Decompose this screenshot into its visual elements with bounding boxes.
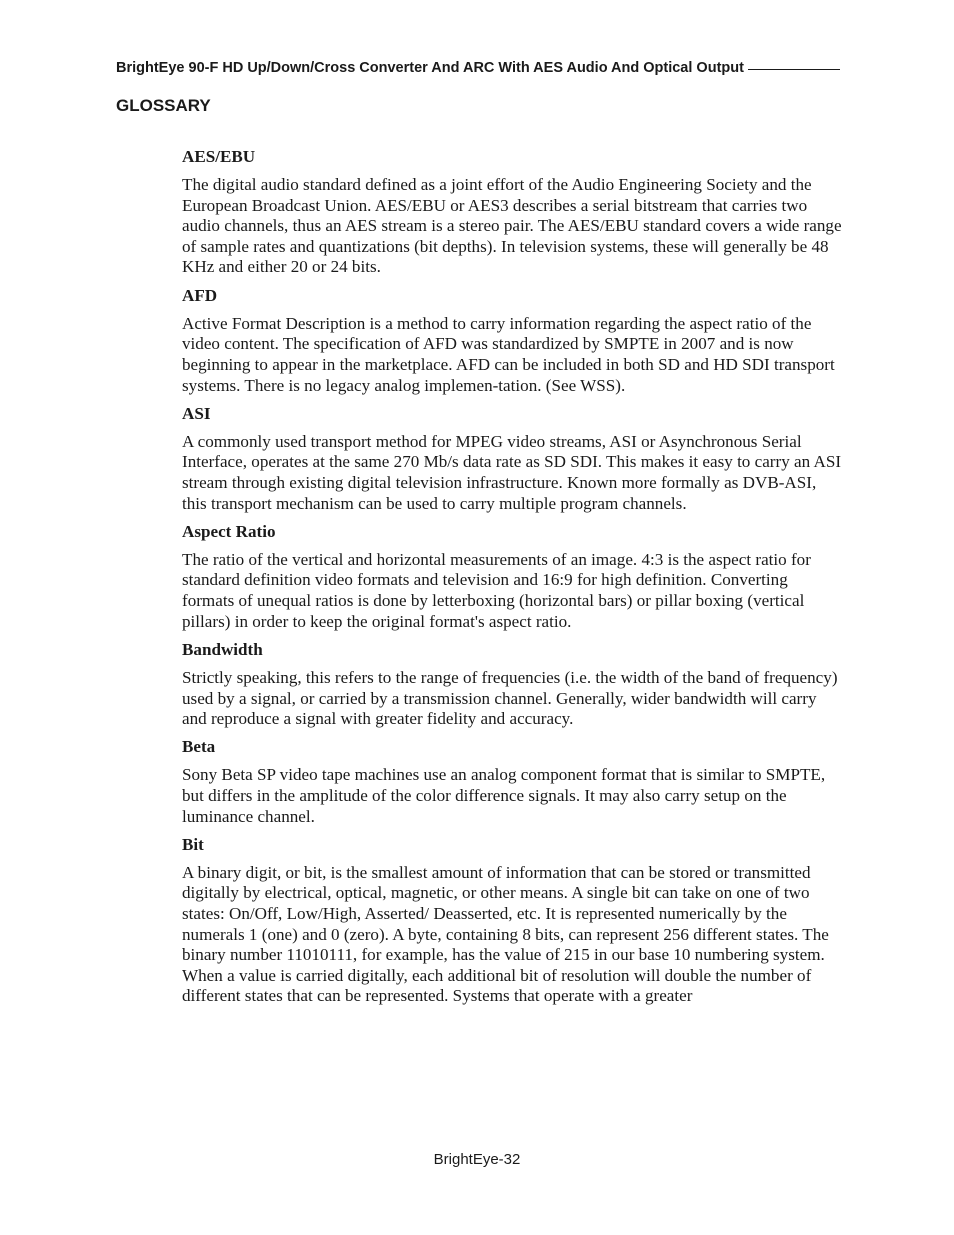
glossary-entry-bandwidth (182, 640, 844, 730)
glossary-entry-beta (182, 737, 844, 827)
glossary-term: Bit (182, 834, 204, 854)
glossary-definition: A commonly used transport method for MPEG video streams, ASI or Asynchronous Serial Interface, operates at the same 270 Mb/s data rate as SD SDI. This makes it easy to carry an ASI stream through existing digital television infrastructure. Known more formally as DVB-ASI, this transport mechanism can be used to carry multiple program channels. (182, 431, 842, 513)
glossary-definition: A binary digit, or bit, is the smallest amount of information that can be stored or transmitted digitally by electrical, optical, magnetic, or other means. A single bit can take on one of two states: On/Off, Low/High, Asserted/ Deasserted, etc. It is represented numerically by the numerals 1 (one) and 0 (zero). A byte, containing 8 bits, can represent 256 different states. The binary number 11010111, for example, has the value of 215 in our base 10 numbering system. When a value is carried digitally, each additional bit of resolution will double the number of different states that can be represented. Systems that operate with a greater (182, 862, 829, 1006)
glossary-term: AES/EBU (182, 147, 256, 166)
glossary-definition: The digital audio standard defined as a joint effort of the Audio Engineering Society and the European Broadcast Union. AES/EBU or AES3 describes a serial bitstream that carries two audio channels, thus an AES stream is a stereo pair. The AES/EBU standard covers a wide range of sample rates and quantizations (bit depths). In television systems, these will generally be 48 KHz and either 20 or 24 bits. (182, 175, 842, 277)
glossary-term: AFD (182, 285, 218, 305)
running-header (116, 60, 840, 76)
glossary-term: Bandwidth (182, 639, 263, 659)
glossary-definition: Sony Beta SP video tape machines use an analog component format that is similar to SMPTE, but differs in the amplitude of the color difference signals. It may also carry setup on the luminance channel. (182, 765, 826, 826)
glossary-entry-bit (182, 835, 844, 1007)
glossary-term: Aspect Ratio (182, 521, 276, 541)
glossary-entry-afd (182, 286, 844, 396)
glossary-entry-aspect-ratio (182, 522, 844, 632)
glossary-entry-aes-ebu (182, 147, 844, 278)
glossary-definition: Active Format Description is a method to carry information regarding the aspect ratio of the video content. The specification of AFD was standardized by SMPTE in 2007 and is now beginning to appear in the marketplace. AFD can be included in both SD and HD SDI transport systems. There is no legacy analog implemen-tation. (See WSS). (182, 313, 835, 395)
header-rule (748, 69, 840, 70)
section-title: GLOSSARY (116, 96, 211, 115)
glossary-definition: The ratio of the vertical and horizontal measurements of an image. 4:3 is the aspect ratio for standard definition video formats and television and 16:9 for high definition. Converting formats of unequal ratios is done by letterboxing (horizontal bars) or pillar boxing (vertical pillars) in order to keep the original format's aspect ratio. (182, 549, 811, 631)
glossary-definition: Strictly speaking, this refers to the range of frequencies (i.e. the width of the band of frequency) used by a signal, or carried by a transmission channel. Generally, wider bandwidth will carry and reproduce a signal with greater fidelity and accuracy. (182, 667, 838, 729)
page-number: BrightEye-32 (433, 1151, 521, 1168)
glossary-term: Beta (182, 737, 216, 757)
running-header-title: BrightEye 90-F HD Up/Down/Cross Converter And ARC With AES Audio And Optical Output (116, 60, 744, 76)
glossary-content (182, 147, 844, 1015)
glossary-term: ASI (182, 403, 211, 423)
glossary-entry-asi (182, 404, 844, 514)
